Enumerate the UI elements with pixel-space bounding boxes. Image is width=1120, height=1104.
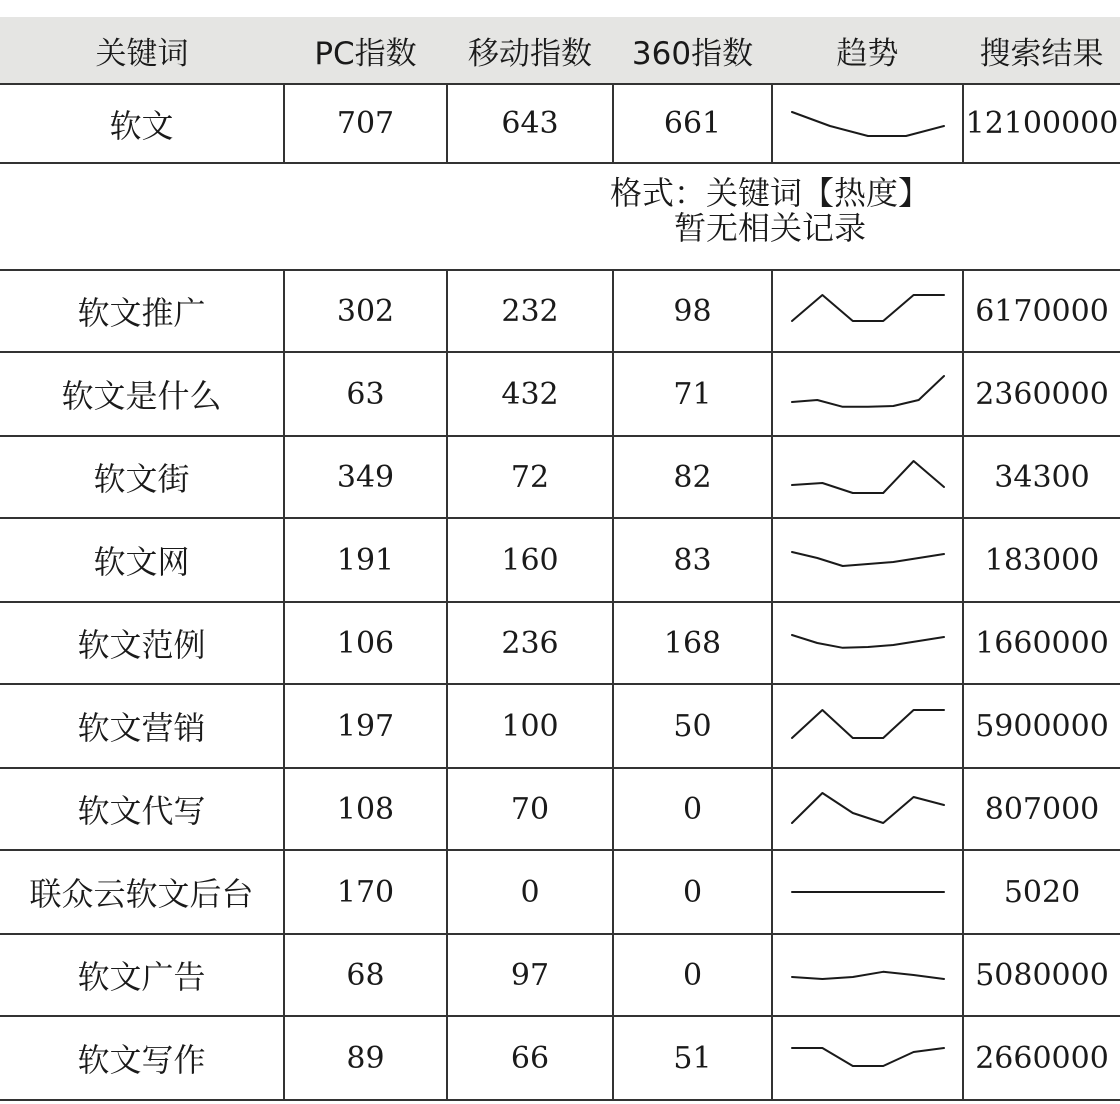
results-cell: 6170000 (963, 270, 1120, 352)
results-cell: 2660000 (963, 1016, 1120, 1100)
table-row (0, 352, 1120, 436)
trend-cell (772, 270, 963, 352)
keyword-cell: 软文广告 (0, 934, 284, 1016)
results-cell: 807000 (963, 768, 1120, 850)
trend-cell (772, 518, 963, 602)
keyword-cell: 软文街 (0, 436, 284, 518)
table-row (0, 436, 1120, 518)
mobile-index-cell: 432 (447, 352, 613, 436)
trend-cell (772, 602, 963, 684)
trend-line (792, 710, 944, 738)
index-360-cell: 0 (613, 768, 772, 850)
results-cell: 5900000 (963, 684, 1120, 768)
pc-index-cell: 63 (284, 352, 447, 436)
trend-line (792, 793, 944, 823)
results-cell: 1660000 (963, 602, 1120, 684)
table-row (0, 934, 1120, 1016)
keyword-cell: 软文 (0, 84, 284, 163)
trend-sparkline (786, 868, 950, 916)
trend-cell (772, 934, 963, 1016)
trend-line (792, 972, 944, 979)
index-360-cell: 168 (613, 602, 772, 684)
mobile-index-cell: 0 (447, 850, 613, 934)
trend-sparkline (786, 702, 950, 750)
header-row (0, 17, 1120, 84)
trend-cell (772, 84, 963, 163)
keyword-index-table (0, 17, 1120, 1101)
keyword-cell: 软文营销 (0, 684, 284, 768)
results-cell: 183000 (963, 518, 1120, 602)
trend-line (792, 295, 944, 321)
index-360-cell: 98 (613, 270, 772, 352)
note-block (210, 173, 1120, 247)
results-cell: 2360000 (963, 352, 1120, 436)
table-row (0, 602, 1120, 684)
keyword-cell: 软文写作 (0, 1016, 284, 1100)
trend-line (792, 461, 944, 493)
header-trend: 趋势 (772, 17, 963, 84)
note-format: 格式：关键词【热度】 (609, 173, 930, 212)
note-empty: 暂无相关记录 (673, 208, 866, 247)
note-row (0, 163, 1120, 270)
index-360-cell: 50 (613, 684, 772, 768)
mobile-index-cell: 643 (447, 84, 613, 163)
trend-cell (772, 850, 963, 934)
keyword-cell: 软文网 (0, 518, 284, 602)
trend-cell (772, 1016, 963, 1100)
table-row (0, 850, 1120, 934)
trend-sparkline (786, 370, 950, 418)
trend-cell (772, 436, 963, 518)
trend-sparkline (786, 785, 950, 833)
trend-cell (772, 768, 963, 850)
trend-line (792, 552, 944, 566)
pc-index-cell: 302 (284, 270, 447, 352)
pc-index-cell: 89 (284, 1016, 447, 1100)
trend-line (792, 376, 944, 407)
header-pc-index: PC指数 (284, 17, 447, 84)
mobile-index-cell: 70 (447, 768, 613, 850)
pc-index-cell: 68 (284, 934, 447, 1016)
results-cell: 34300 (963, 436, 1120, 518)
index-360-cell: 0 (613, 850, 772, 934)
keyword-cell: 软文推广 (0, 270, 284, 352)
index-360-cell: 0 (613, 934, 772, 1016)
table-row (0, 1016, 1120, 1100)
keyword-cell: 软文是什么 (0, 352, 284, 436)
results-cell: 5080000 (963, 934, 1120, 1016)
trend-cell (772, 684, 963, 768)
table-row (0, 684, 1120, 768)
index-360-cell: 82 (613, 436, 772, 518)
trend-cell (772, 352, 963, 436)
trend-sparkline (786, 453, 950, 501)
pc-index-cell: 349 (284, 436, 447, 518)
index-360-cell: 51 (613, 1016, 772, 1100)
table-row (0, 270, 1120, 352)
results-cell: 12100000 (963, 84, 1120, 163)
results-cell: 5020 (963, 850, 1120, 934)
keyword-cell: 软文代写 (0, 768, 284, 850)
header-360-index: 360指数 (613, 17, 772, 84)
pc-index-cell: 197 (284, 684, 447, 768)
table-row (0, 518, 1120, 602)
index-360-cell: 83 (613, 518, 772, 602)
pc-index-cell: 106 (284, 602, 447, 684)
header-mobile-index: 移动指数 (447, 17, 613, 84)
table-row (0, 84, 1120, 163)
index-360-cell: 661 (613, 84, 772, 163)
index-360-cell: 71 (613, 352, 772, 436)
keyword-cell: 软文范例 (0, 602, 284, 684)
mobile-index-cell: 160 (447, 518, 613, 602)
trend-sparkline (786, 951, 950, 999)
mobile-index-cell: 232 (447, 270, 613, 352)
trend-sparkline (786, 287, 950, 335)
pc-index-cell: 170 (284, 850, 447, 934)
mobile-index-cell: 100 (447, 684, 613, 768)
mobile-index-cell: 236 (447, 602, 613, 684)
header-keyword: 关键词 (0, 17, 284, 84)
trend-sparkline (786, 1034, 950, 1082)
trend-line (792, 112, 944, 136)
trend-sparkline (786, 619, 950, 667)
trend-line (792, 1048, 944, 1066)
trend-sparkline (786, 100, 950, 148)
keyword-cell: 联众云软文后台 (0, 850, 284, 934)
note-cell (0, 163, 1120, 270)
trend-line (792, 635, 944, 648)
mobile-index-cell: 66 (447, 1016, 613, 1100)
mobile-index-cell: 72 (447, 436, 613, 518)
trend-sparkline (786, 536, 950, 584)
pc-index-cell: 191 (284, 518, 447, 602)
table-row (0, 768, 1120, 850)
pc-index-cell: 707 (284, 84, 447, 163)
pc-index-cell: 108 (284, 768, 447, 850)
mobile-index-cell: 97 (447, 934, 613, 1016)
header-results: 搜索结果 (963, 17, 1120, 84)
